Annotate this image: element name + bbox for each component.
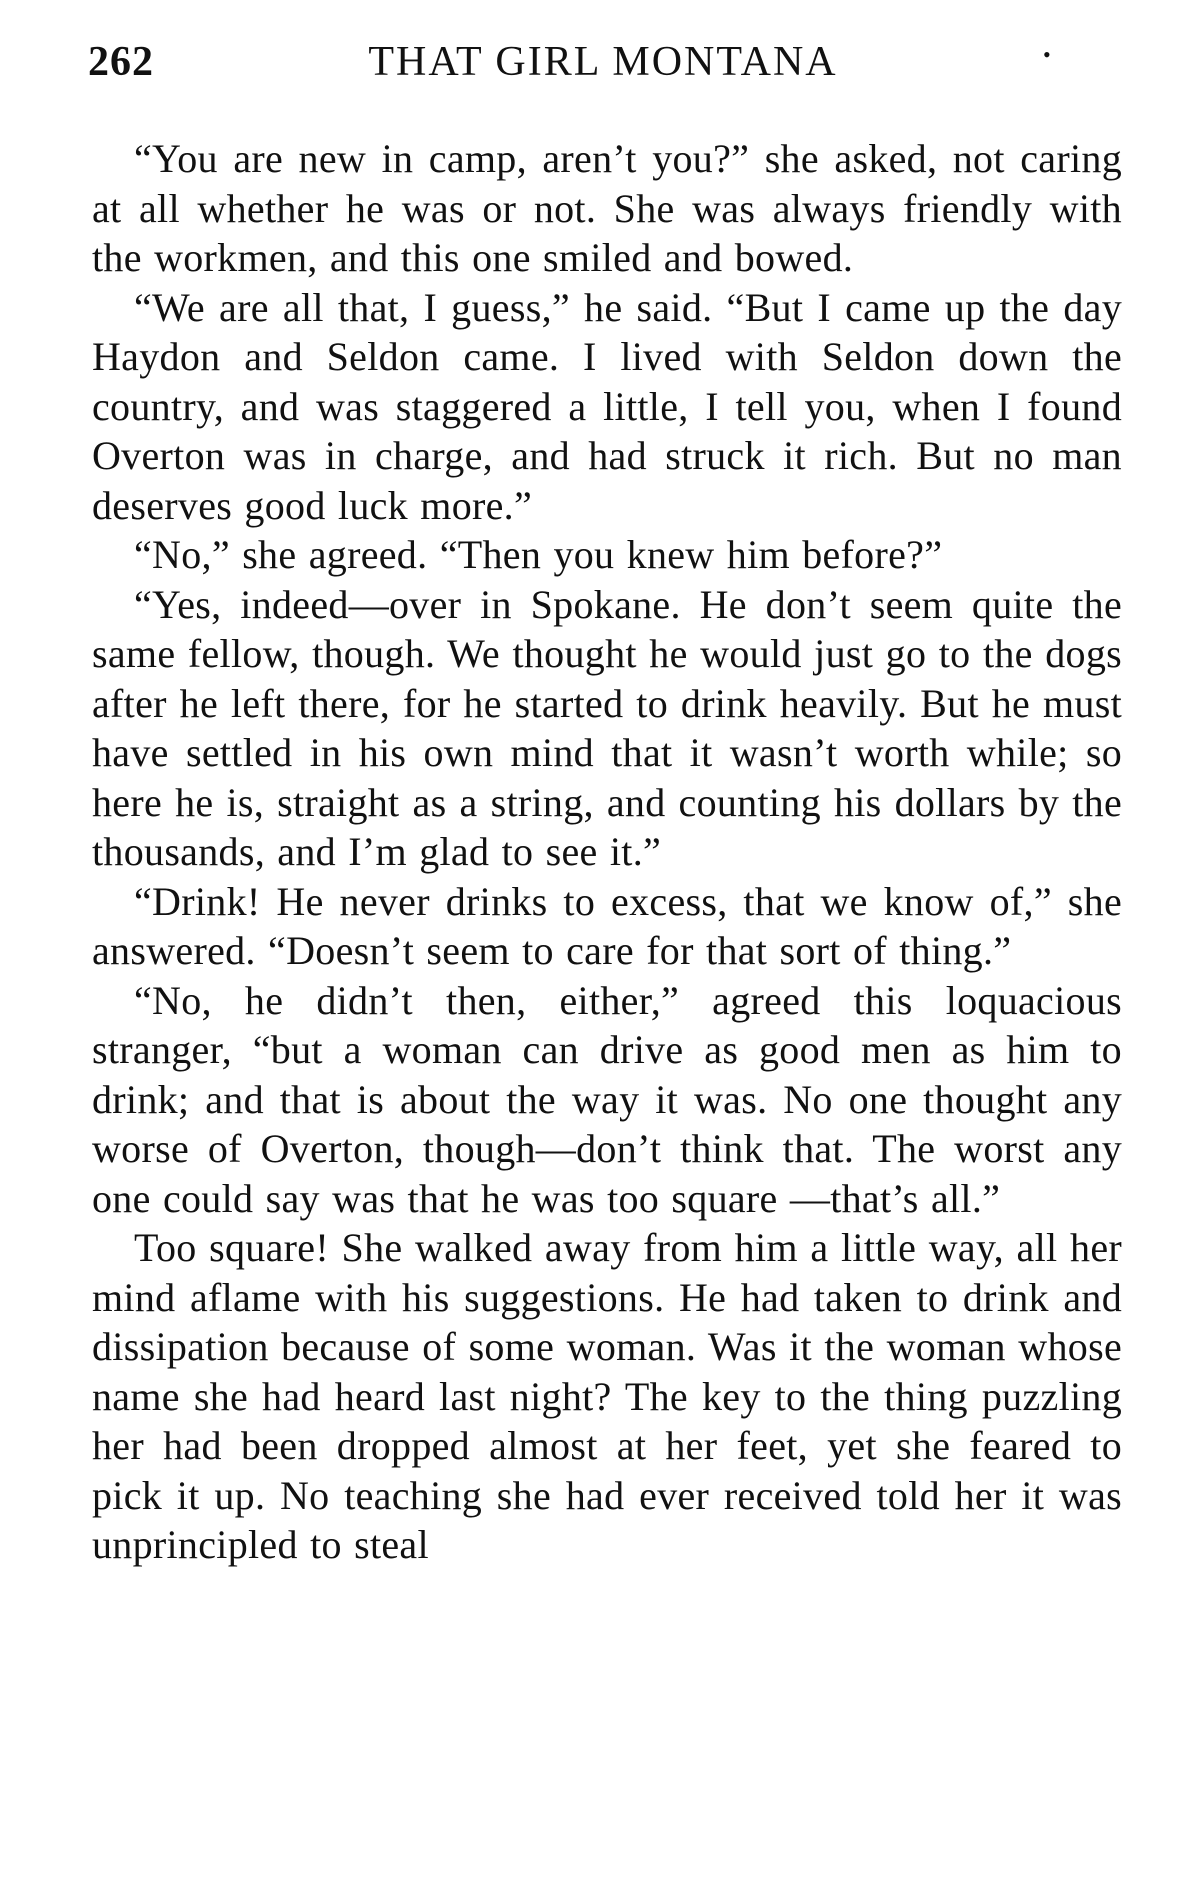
paragraph: “You are new in camp, aren’t you?” she asked, not caring at all whether he was or not. She was always friendly with the workmen, and this one smiled and bowed. — [92, 136, 1122, 280]
body-text — [92, 134, 1122, 1570]
running-head — [88, 38, 1118, 98]
paragraph: “Drink! He never drinks to excess, that we know of,” she answered. “Doesn’t seem to care for that sort of thing.” — [92, 878, 1122, 973]
paragraph: “We are all that, I guess,” he said. “But I came up the day Haydon and Seldon came. I lived with Seldon down the country, and was staggered a little, I tell you, when I found Overton was in charge, and had struck it rich. But no man deserves good luck more.” — [92, 284, 1122, 528]
page-number: 262 — [88, 39, 154, 85]
paragraph: “Yes, indeed—over in Spokane. He don’t seem quite the same fellow, though. We thought he would just go to the dogs after he left there, for he started to drink heavily. But he must have settled in his own mind that it wasn’t worth while; so here he is, straight as a string, and counting his dollars by the thousands, and I’m glad to see it.” — [92, 581, 1122, 874]
paragraph: “No,” she agreed. “Then you knew him before?” — [134, 532, 943, 577]
book-title: THAT GIRL MONTANA — [368, 39, 838, 85]
paragraph: “No, he didn’t then, either,” agreed this loquacious stranger, “but a woman can drive as good men as him to drink; and that is about the way it was. No one thought any worse of Overton, though—don’t think that. The worst any one could say was that he was too square —that’s all.” — [92, 977, 1122, 1221]
print-mark: • — [1043, 42, 1051, 67]
paragraph: Too square! She walked away from him a little way, all her mind aflame with his suggestions. He had taken to drink and dissipation because of some woman. Was it the woman whose name she had heard last night? The key to the thing puzzling her had been dropped almost at her feet, yet she feared to pick it up. No teaching she had ever received told her it was unprincipled to steal — [92, 1225, 1122, 1567]
